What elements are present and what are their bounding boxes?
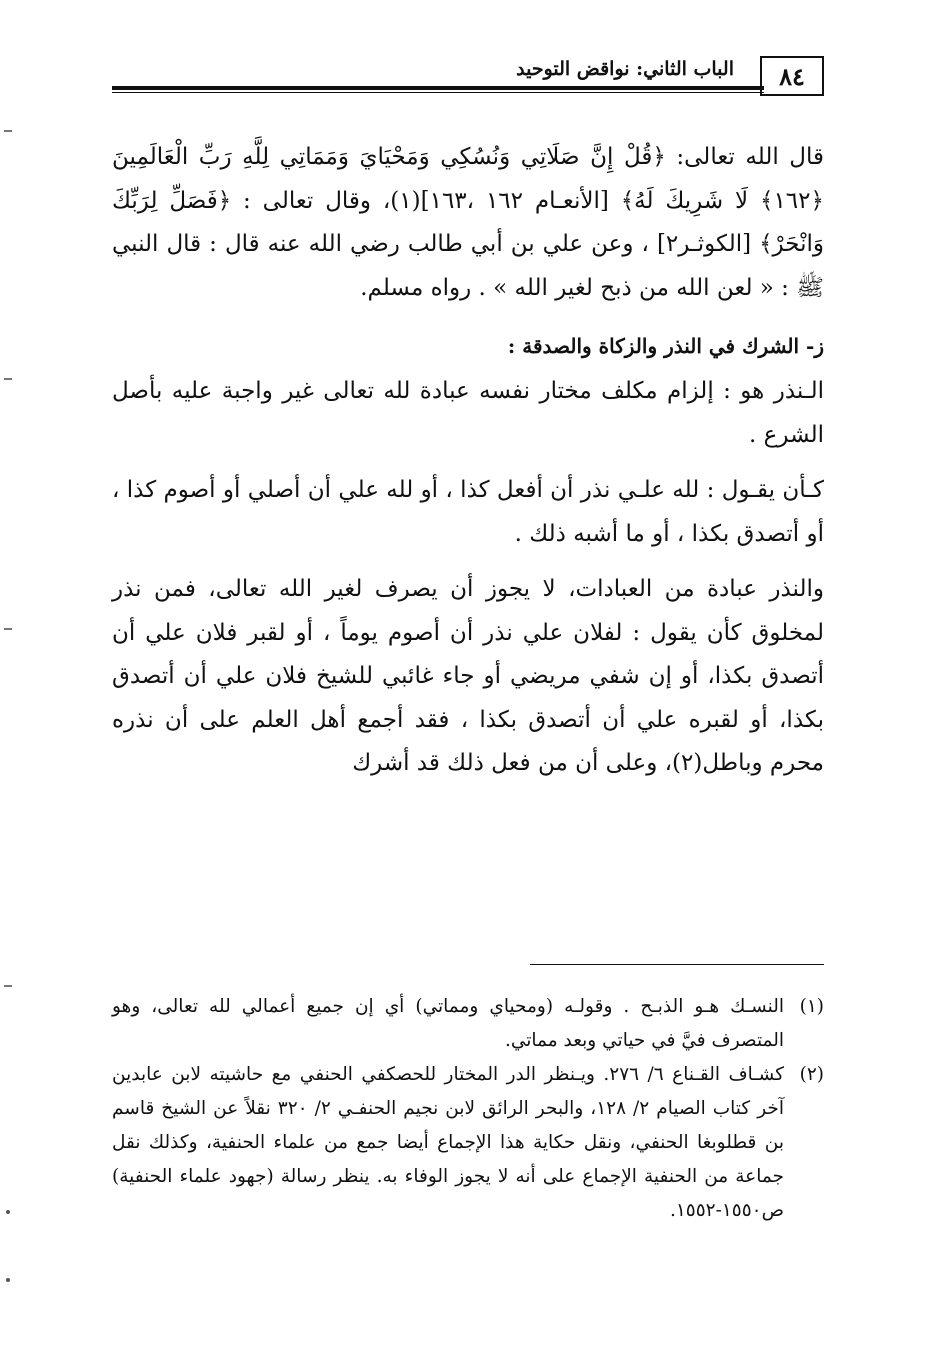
paragraph-nadhr-definition: الـنذر هو : إلزام مكلف مختار نفسه عبادة لله تعالى غير واجبة عليه بأصل الشرع . [112,378,824,448]
scan-margin-mark [4,378,12,380]
paragraph-nadhr-example: كـأن يقـول : لله علـي نذر أن أفعل كذا ، أو لله علي أن أصلي أو أصوم كذا ، أو أتصدق بكذا ، أو ما أشبه ذلك . [112,477,824,547]
paragraph-quran-quote: قال الله تعالى: ﴿قُلْ إِنَّ صَلَاتِي وَنُسُكِي وَمَحْيَايَ وَمَمَاتِي لِلَّهِ رَبِّ الْعَالَمِينَ ﴿١٦٢﴾ لَا شَرِيكَ لَهُ﴾ [الأنعـام ١٦٢ ،١٦٣](١)، وقال تعالى : ﴿فَصَلِّ لِرَبِّكَ وَانْحَرْ﴾ [الكوثـر٢] ، وعن علي بن أبي طالب رضي الله عنه قال : قال النبي ﷺ : « لعن الله من ذبح لغير الله » . رواه مسلم. [112,144,824,301]
main-text [112,136,824,786]
scan-margin-mark [4,130,12,132]
scan-margin-dot [6,1210,10,1214]
section-heading: ز- الشرك في النذر والزكاة والصدقة : [507,334,824,358]
paragraph-nadhr-ruling: والنذر عبادة من العبادات، لا يجوز أن يصرف لغير الله تعالى، فمن نذر لمخلوق كأن يقول : لفلان علي نذر أن أصوم يوماً ، أو لقبر فلان علي أن أتصدق بكذا، أو إن شفي مريضي أو جاء غائبي للشيخ فلان علي أن أتصدق بكذا، أو لقبره علي أن أتصدق بكذا ، فقد أجمع أهل العلم على أن نذره محرم وباطل(٢)، وعلى أن من فعل ذلك قد أشرك [112,576,824,776]
footnote-item [112,1058,824,1228]
scan-margin-dot [6,1278,10,1282]
page-header [112,50,824,102]
footnote-item [112,990,824,1058]
footnotes [112,990,824,1228]
header-rule-thick [112,86,764,90]
scan-margin-mark [4,628,12,630]
footnote-number: (١) [799,996,824,1017]
running-title: الباب الثاني: نواقض التوحيد [516,58,734,80]
scan-margin-mark [4,985,12,987]
footnote-text: كشـاف القـناع ٦/ ٢٧٦. ويـنظر الدر المختار للحصكفي الحنفي مع حاشيته لابن عابدين آخر كتاب الصيام ٢/ ١٢٨، والبحر الرائق لابن نجيم الحنفـي ٢/ ٣٢٠ نقلاً عن الشيخ قاسم بن قطلوبغا الحنفي، ونقل حكاية هذا الإجماع أيضا جمع من علماء الحنفية، وكذلك نقل جماعة من الحنفية الإجماع على أنه لا يجوز الوفاء به. ينظر رسالة (جهود علماء الحنفية) ص١٥٥٠-١٥٥٢. [112,1064,784,1221]
footnote-number: (٢) [799,1064,824,1085]
footnote-text: النسـك هـو الذبـح . وقولـه (ومحياي ومماتي) أي إن جميع أعمالي لله تعالى، وهو المتصرف فيَّ في حياتي وبعد مماتي. [112,996,784,1051]
header-rule-thin [112,92,764,93]
page-number: ٨٤ [760,56,824,96]
footnote-separator [530,964,824,965]
